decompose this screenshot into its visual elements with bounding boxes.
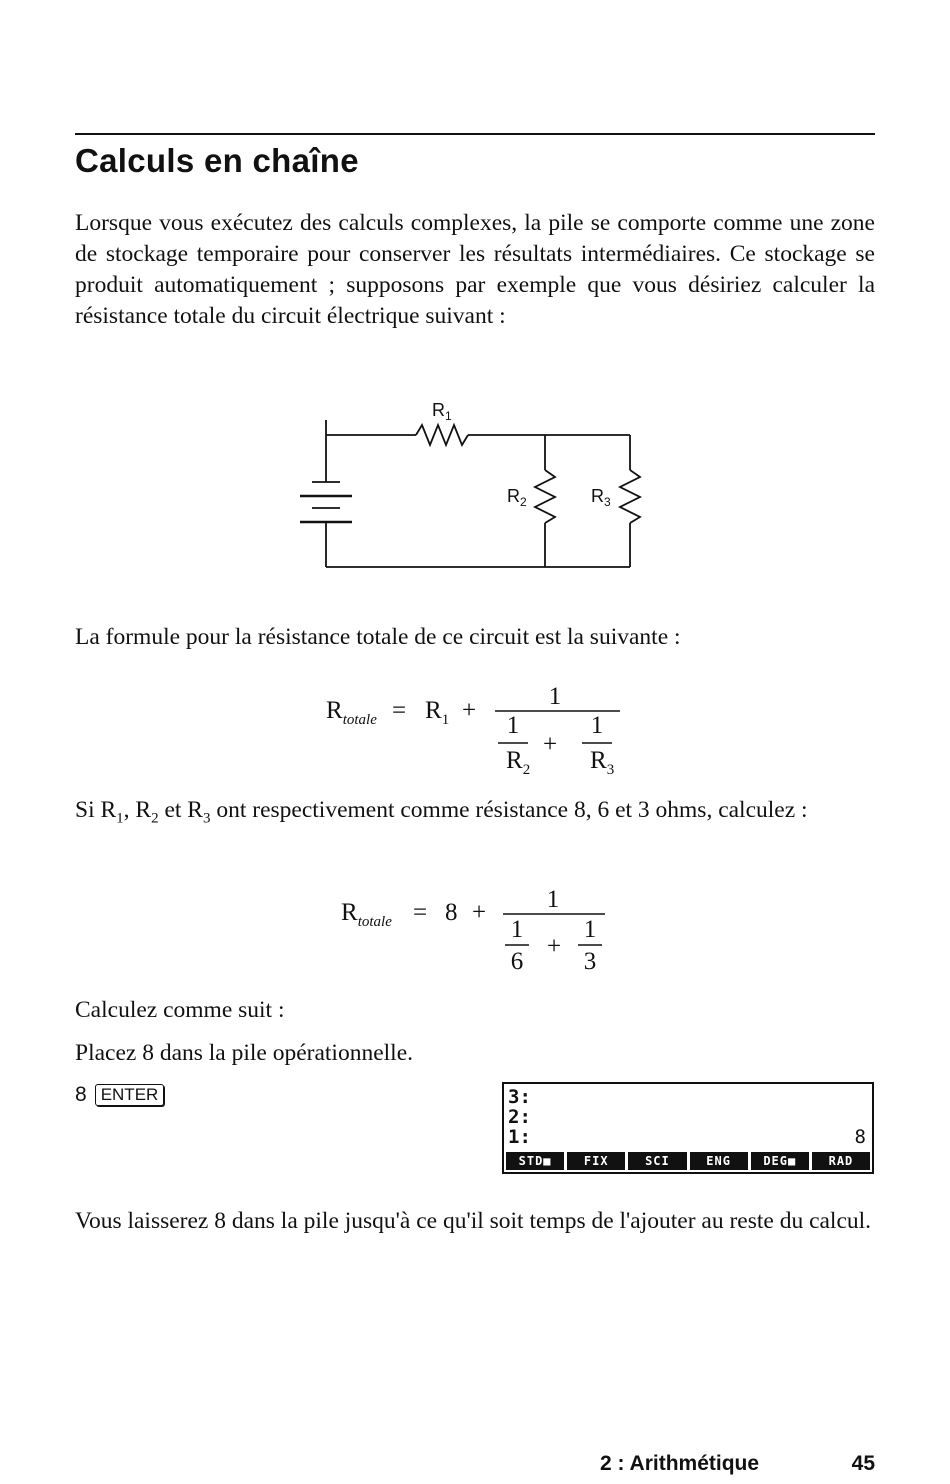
stack-level-3: 3: — [508, 1086, 531, 1108]
menu-key-fix[interactable]: FIX — [567, 1152, 625, 1170]
key-sequence — [75, 1083, 164, 1107]
formula1-inner-num-a: 1 — [506, 712, 520, 739]
formula-intro: La formule pour la résistance totale de ce circuit est la suivante : — [75, 624, 681, 650]
formula1-inner-num-b: 1 — [590, 712, 604, 739]
formula2-first: 8 — [445, 899, 458, 926]
formula2-lhs: $R_{totale}$ — [341, 899, 392, 930]
formula2-eq: = — [413, 899, 428, 926]
label-r3: $R_3$ — [591, 486, 611, 509]
menu-bar — [506, 1152, 870, 1170]
formula2-plus: + — [472, 899, 487, 926]
footer-section: 2 : Arithmétique — [600, 1452, 760, 1475]
enter-key[interactable]: ENTER — [95, 1084, 165, 1106]
formula1-r1: $R_1$ — [425, 697, 450, 728]
step-1: Placez 8 dans la pile opérationnelle. — [75, 1040, 414, 1066]
formula2-inner-den-a: 6 — [510, 948, 524, 975]
menu-key-sci[interactable]: SCI — [628, 1152, 686, 1170]
stack-level-1: 1: 8 — [508, 1126, 866, 1148]
resistor-r3 — [620, 470, 640, 523]
formula2-inner-num-a: 1 — [510, 916, 524, 943]
label-r1: $R_1$ — [432, 400, 452, 423]
formula1-lhs: $R_{totale}$ — [326, 697, 377, 728]
formula2-inner-den-b: 3 — [583, 948, 597, 975]
resistor-r2 — [535, 470, 555, 523]
resistor-r1 — [416, 425, 468, 445]
formula1-eq: = — [392, 697, 407, 724]
calc-label: Calculez comme suit : — [75, 997, 285, 1023]
section-title: Calculs en chaîne — [75, 142, 359, 179]
label-r2: $R_2$ — [507, 486, 527, 509]
section-rule — [75, 133, 875, 135]
menu-key-eng[interactable]: ENG — [690, 1152, 748, 1170]
formula2-inner-num-b: 1 — [583, 916, 597, 943]
formula2-inner-plus: + — [546, 933, 562, 960]
formula1-numerator: 1 — [548, 683, 562, 710]
menu-key-deg[interactable]: DEG■ — [751, 1152, 809, 1170]
formula1-inner-den-b: $R_3$ — [590, 747, 615, 778]
formula2-numerator: 1 — [546, 886, 560, 913]
values-paragraph: Si $R_1$, $R_2$ et $R_3$ ont respectivement comme résistance 8, 6 et 3 ohms, calculez : — [75, 797, 808, 827]
menu-key-std[interactable]: STD■ — [506, 1152, 564, 1170]
intro-paragraph: Lorsque vous exécutez des calculs complexes, la pile se comporte comme une zone de stockage temporaire pour conserver les résultats intermédiaires. Ce stockage se produit automatiquement ; supposons par exemple que vous désiriez calculer la résistance totale du circuit électrique suivant : — [75, 210, 875, 329]
page-number: 45 — [851, 1452, 875, 1475]
stack-level-2: 2: — [508, 1106, 531, 1128]
menu-key-rad[interactable]: RAD — [812, 1152, 870, 1170]
formula-general — [320, 680, 640, 780]
formula1-inner-den-a: $R_2$ — [506, 747, 531, 778]
formula-numeric — [335, 880, 615, 980]
circuit-diagram — [270, 390, 650, 580]
calculator-display — [502, 1082, 874, 1174]
formula1-inner-plus: + — [542, 731, 558, 758]
outro-paragraph: Vous laisserez 8 dans la pile jusqu'à ce qu'il soit temps de l'ajouter au reste du calcul. — [75, 1208, 872, 1234]
key-number: 8 — [75, 1083, 87, 1106]
formula1-plus: + — [462, 697, 477, 724]
